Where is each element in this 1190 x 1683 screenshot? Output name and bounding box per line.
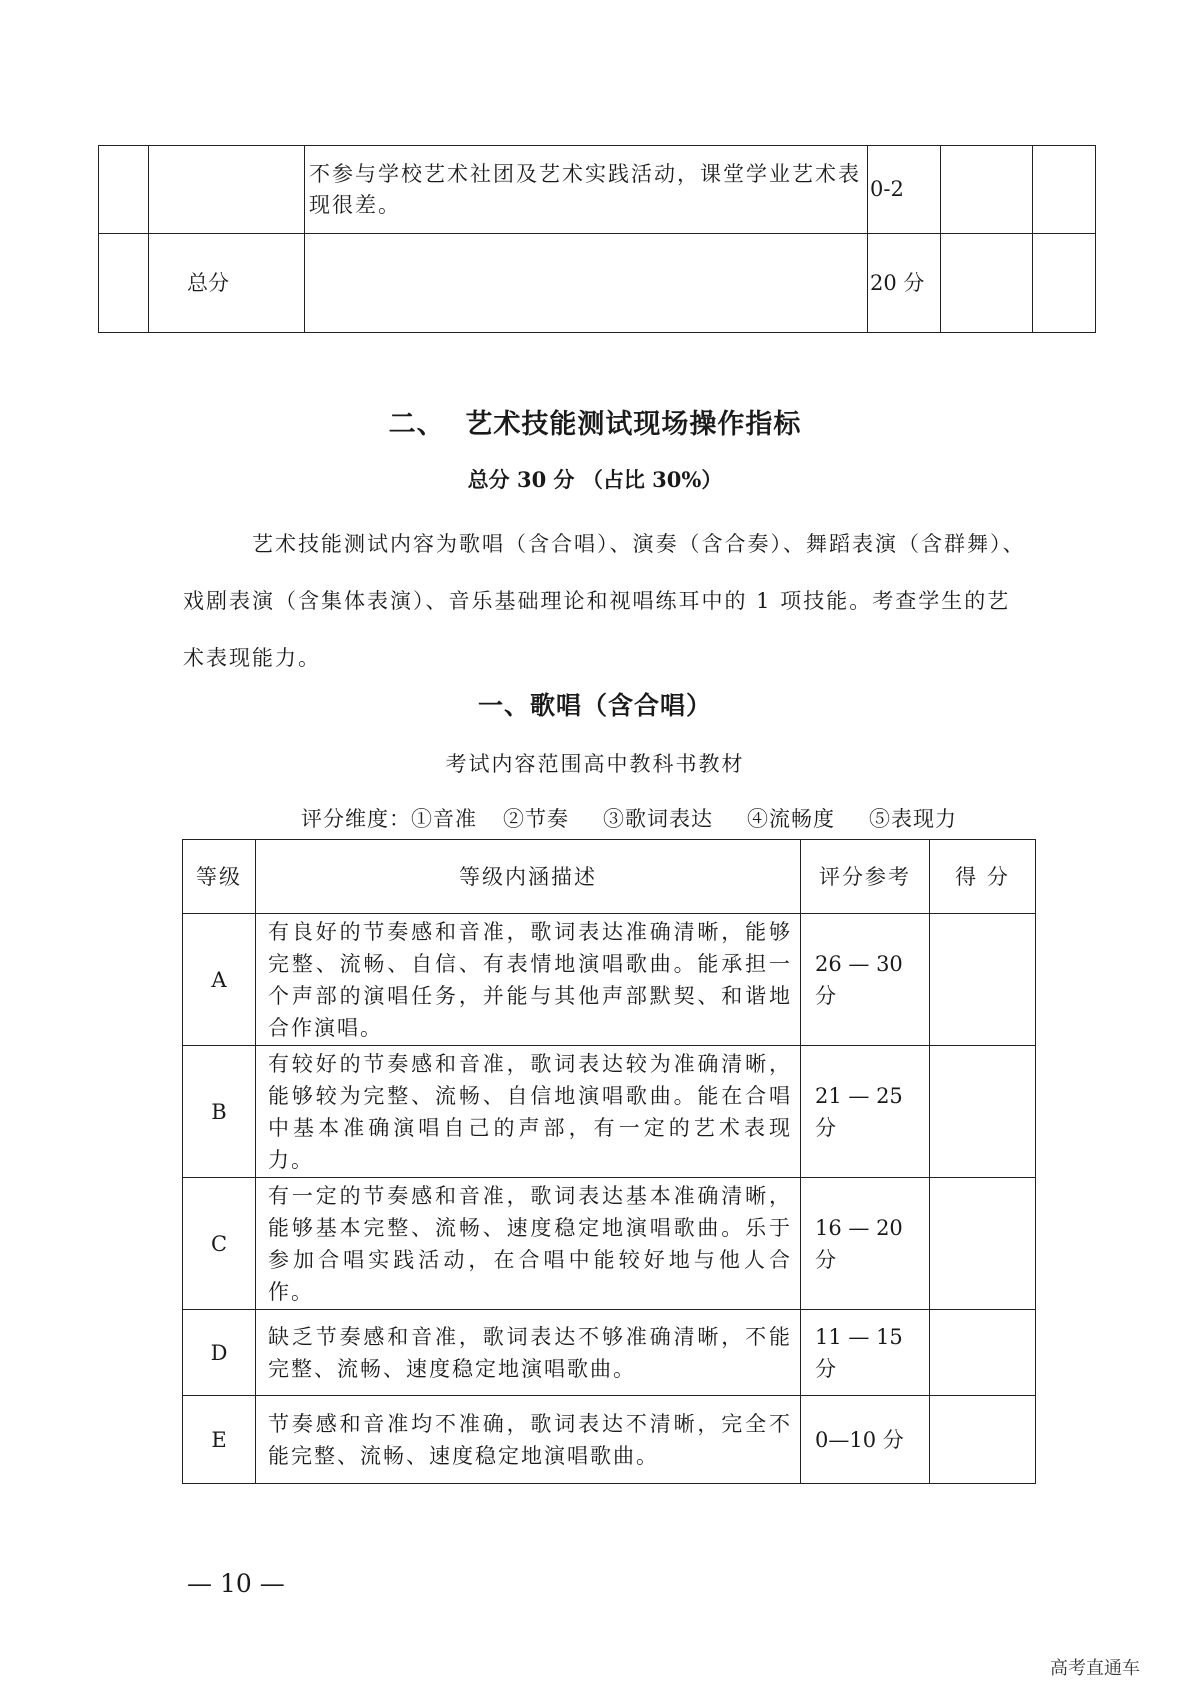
header-score-obtained: 得 分: [930, 840, 1036, 914]
watermark: 高考直通车: [1050, 1658, 1140, 1679]
score-reference: 0—10 分: [801, 1396, 930, 1484]
dimension-item: ②节奏: [503, 807, 569, 831]
grade-table: [182, 839, 1036, 1484]
grade-letter: B: [183, 1046, 256, 1178]
header-score-reference: 评分参考: [801, 840, 930, 914]
dimension-item: ③歌词表达: [603, 807, 713, 831]
scoring-dimensions: [301, 803, 957, 833]
page-number: — 10 —: [187, 1569, 285, 1598]
total-score-line: 总分 30 分 （占比 30%）: [467, 467, 723, 492]
score-reference: 21 — 25 分: [801, 1046, 930, 1178]
grade-description: 有一定的节奏感和音准，歌词表达基本准确清晰，能够基本完整、流畅、速度稳定地演唱歌曲。乐于参加合唱实践活动，在合唱中能较好地与他人合作。: [256, 1178, 801, 1310]
score-range: 0-2: [868, 146, 941, 234]
dimension-item: ④流畅度: [747, 807, 835, 831]
total-score: 20 分: [868, 234, 941, 333]
dimension-item: ⑤表现力: [869, 807, 957, 831]
header-description: 等级内涵描述: [256, 840, 801, 914]
grade-description: 节奏感和音准均不准确，歌词表达不清晰，完全不能完整、流畅、速度稳定地演唱歌曲。: [256, 1396, 801, 1484]
criteria-description: 不参与学校艺术社团及艺术实践活动，课堂学业艺术表现很差。: [305, 146, 868, 234]
intro-paragraph: 艺术技能测试内容为歌唱（含合唱）、演奏（含合奏）、舞蹈表演（含群舞）、戏剧表演（含集体表演）、音乐基础理论和视唱练耳中的 1 项技能。考查学生的艺术表现能力。: [183, 532, 1026, 670]
score-obtained-cell: [930, 1178, 1036, 1310]
score-reference: 26 — 30 分: [801, 914, 930, 1046]
table-row: [183, 1046, 1036, 1178]
grade-description: 缺乏节奏感和音准，歌词表达不够准确清晰，不能完整、流畅、速度稳定地演唱歌曲。: [256, 1310, 801, 1396]
table-row: [99, 146, 1096, 234]
table-row: [183, 1310, 1036, 1396]
dimension-item: ①音准: [411, 807, 477, 831]
header-grade: 等级: [183, 840, 256, 914]
section-heading: 二、 艺术技能测试现场操作指标: [388, 409, 802, 440]
grade-letter: C: [183, 1178, 256, 1310]
total-label: 总分: [149, 234, 305, 333]
score-obtained-cell: [930, 1046, 1036, 1178]
exam-range: 考试内容范围高中教科书教材: [445, 752, 745, 776]
dimensions-label: 评分维度：: [301, 807, 411, 831]
grade-description: 有良好的节奏感和音准，歌词表达准确清晰，能够完整、流畅、自信、有表情地演唱歌曲。能承担一个声部的演唱任务，并能与其他声部默契、和谐地合作演唱。: [256, 914, 801, 1046]
table-row: [183, 1396, 1036, 1484]
score-reference: 16 — 20 分: [801, 1178, 930, 1310]
grade-description: 有较好的节奏感和音准，歌词表达较为准确清晰，能够较为完整、流畅、自信地演唱歌曲。能在合唱中基本准确演唱自己的声部，有一定的艺术表现力。: [256, 1046, 801, 1178]
score-obtained-cell: [930, 1396, 1036, 1484]
table-row: [183, 1178, 1036, 1310]
score-obtained-cell: [930, 914, 1036, 1046]
score-reference: 11 — 15 分: [801, 1310, 930, 1396]
grade-letter: D: [183, 1310, 256, 1396]
grade-letter: A: [183, 914, 256, 1046]
table-row: [99, 234, 1096, 333]
sub-heading: 一、歌唱（含合唱）: [477, 691, 712, 720]
top-score-table: [98, 145, 1096, 333]
score-obtained-cell: [930, 1310, 1036, 1396]
grade-letter: E: [183, 1396, 256, 1484]
table-header-row: [183, 840, 1036, 914]
table-row: [183, 914, 1036, 1046]
